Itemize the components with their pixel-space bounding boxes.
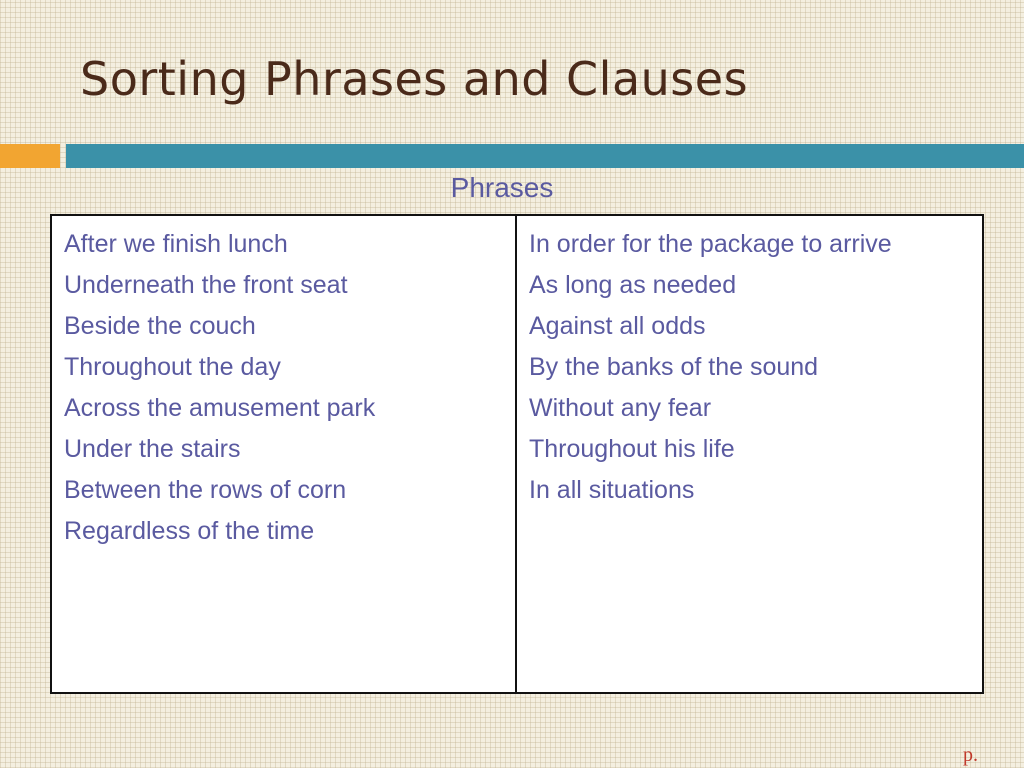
table-caption: Phrases — [450, 172, 554, 203]
list-item: In order for the package to arrive — [529, 230, 892, 258]
list-item: Beside the couch — [64, 312, 256, 340]
right-column — [517, 216, 982, 692]
list-item: After we finish lunch — [64, 230, 288, 258]
list-item: As long as needed — [529, 271, 737, 299]
list-item: Against all odds — [529, 312, 706, 340]
page-number-mark: p. — [963, 744, 978, 766]
list-item: Underneath the front seat — [64, 271, 348, 299]
slide-title: Sorting Phrases and Clauses — [80, 52, 749, 106]
accent-bar-blue — [66, 144, 1024, 168]
list-item: Without any fear — [529, 394, 712, 422]
list-item: Under the stairs — [64, 435, 241, 463]
list-item: Across the amusement park — [64, 394, 376, 422]
list-item: Throughout the day — [64, 353, 281, 381]
list-item: Regardless of the time — [64, 517, 315, 545]
accent-bar-orange — [0, 144, 60, 168]
phrases-table — [50, 214, 984, 694]
list-item: In all situations — [529, 476, 695, 504]
list-item: Between the rows of corn — [64, 476, 347, 504]
list-item: Throughout his life — [529, 435, 735, 463]
left-column — [52, 216, 517, 692]
list-item: By the banks of the sound — [529, 353, 819, 381]
